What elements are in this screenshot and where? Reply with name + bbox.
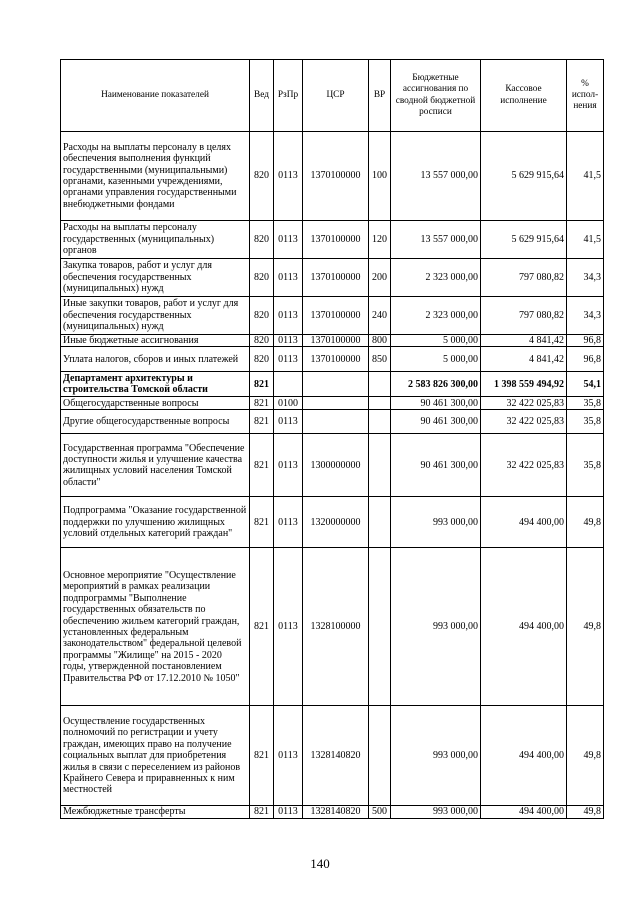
table-row bbox=[61, 434, 604, 497]
row-vr bbox=[369, 434, 391, 497]
row-rzpr: 0113 bbox=[274, 347, 303, 372]
row-assigned: 993 000,00 bbox=[391, 806, 481, 818]
header-vr: ВР bbox=[369, 60, 391, 132]
row-rzpr: 0113 bbox=[274, 132, 303, 221]
row-rzpr: 0113 bbox=[274, 297, 303, 335]
row-cash: 494 400,00 bbox=[481, 497, 567, 548]
row-vr bbox=[369, 372, 391, 397]
header-csr: ЦСР bbox=[303, 60, 369, 132]
row-assigned: 2 583 826 300,00 bbox=[391, 372, 481, 397]
row-assigned: 993 000,00 bbox=[391, 548, 481, 706]
row-vr: 240 bbox=[369, 297, 391, 335]
row-percent: 35,8 bbox=[567, 397, 604, 410]
row-cash: 32 422 025,83 bbox=[481, 434, 567, 497]
row-name: Другие общегосударственные вопросы bbox=[61, 410, 250, 434]
table-header-row bbox=[61, 60, 604, 132]
row-cash: 4 841,42 bbox=[481, 335, 567, 347]
table-row bbox=[61, 259, 604, 297]
row-vr: 120 bbox=[369, 221, 391, 259]
row-cash: 5 629 915,64 bbox=[481, 221, 567, 259]
row-vr bbox=[369, 548, 391, 706]
row-cash: 797 080,82 bbox=[481, 259, 567, 297]
row-percent: 49,8 bbox=[567, 806, 604, 818]
row-csr: 1328140820 bbox=[303, 806, 369, 818]
table-row bbox=[61, 397, 604, 410]
row-csr: 1370100000 bbox=[303, 259, 369, 297]
row-cash: 494 400,00 bbox=[481, 806, 567, 818]
row-assigned: 90 461 300,00 bbox=[391, 397, 481, 410]
row-csr: 1328100000 bbox=[303, 548, 369, 706]
row-percent: 41,5 bbox=[567, 132, 604, 221]
table-row bbox=[61, 706, 604, 806]
row-csr bbox=[303, 410, 369, 434]
row-ved: 820 bbox=[250, 221, 274, 259]
row-rzpr: 0113 bbox=[274, 548, 303, 706]
row-cash: 1 398 559 494,92 bbox=[481, 372, 567, 397]
row-vr bbox=[369, 706, 391, 806]
row-assigned: 2 323 000,00 bbox=[391, 297, 481, 335]
table-row bbox=[61, 132, 604, 221]
row-percent: 35,8 bbox=[567, 434, 604, 497]
row-cash: 494 400,00 bbox=[481, 706, 567, 806]
row-assigned: 13 557 000,00 bbox=[391, 221, 481, 259]
header-cash: Кассовое исполнение bbox=[481, 60, 567, 132]
row-csr bbox=[303, 372, 369, 397]
row-assigned: 2 323 000,00 bbox=[391, 259, 481, 297]
row-rzpr: 0113 bbox=[274, 335, 303, 347]
row-ved: 821 bbox=[250, 497, 274, 548]
row-vr: 500 bbox=[369, 806, 391, 818]
row-percent: 49,8 bbox=[567, 706, 604, 806]
row-csr: 1370100000 bbox=[303, 221, 369, 259]
header-name: Наименование показателей bbox=[61, 60, 250, 132]
row-cash: 32 422 025,83 bbox=[481, 397, 567, 410]
row-assigned: 993 000,00 bbox=[391, 706, 481, 806]
row-rzpr bbox=[274, 372, 303, 397]
row-percent: 96,8 bbox=[567, 347, 604, 372]
row-rzpr: 0113 bbox=[274, 806, 303, 818]
table-row bbox=[61, 335, 604, 347]
row-assigned: 5 000,00 bbox=[391, 347, 481, 372]
row-ved: 820 bbox=[250, 335, 274, 347]
row-vr: 800 bbox=[369, 335, 391, 347]
header-percent: % испол-нения bbox=[567, 60, 604, 132]
row-csr: 1370100000 bbox=[303, 335, 369, 347]
row-name: Иные бюджетные ассигнования bbox=[61, 335, 250, 347]
row-percent: 41,5 bbox=[567, 221, 604, 259]
row-csr: 1370100000 bbox=[303, 132, 369, 221]
row-rzpr: 0113 bbox=[274, 497, 303, 548]
row-cash: 494 400,00 bbox=[481, 548, 567, 706]
table-row bbox=[61, 372, 604, 397]
row-name: Основное мероприятие "Осуществление мероприятий в рамках реализации подпрограммы "Выполнение государственных обязательств по обеспечению жильем категорий граждан, установленных федеральным законодательством" федеральной целевой программы "Жилище" на 2015 - 2020 годы, утвержденной постановлением Правительства РФ от 17.12.2010 № 1050" bbox=[61, 548, 250, 706]
page-number: 140 bbox=[310, 856, 330, 871]
row-vr: 100 bbox=[369, 132, 391, 221]
row-csr: 1300000000 bbox=[303, 434, 369, 497]
row-name: Расходы на выплаты персоналу в целях обеспечения выполнения функций государственными (муниципальными) органами, казенными учреждениями, органами управления государственными внебюджетными фондами bbox=[61, 132, 250, 221]
row-percent: 49,8 bbox=[567, 497, 604, 548]
row-name: Подпрограмма "Оказание государственной поддержки по улучшению жилищных условий отдельных категорий граждан" bbox=[61, 497, 250, 548]
row-assigned: 5 000,00 bbox=[391, 335, 481, 347]
row-name: Государственная программа "Обеспечение доступности жилья и улучшение качества жилищных условий населения Томской области" bbox=[61, 434, 250, 497]
row-ved: 820 bbox=[250, 259, 274, 297]
row-ved: 820 bbox=[250, 297, 274, 335]
row-cash: 32 422 025,83 bbox=[481, 410, 567, 434]
row-name: Расходы на выплаты персоналу государственных (муниципальных) органов bbox=[61, 221, 250, 259]
row-csr bbox=[303, 397, 369, 410]
row-ved: 821 bbox=[250, 410, 274, 434]
row-name: Департамент архитектуры и строительства Томской области bbox=[61, 372, 250, 397]
row-percent: 34,3 bbox=[567, 259, 604, 297]
row-name: Уплата налогов, сборов и иных платежей bbox=[61, 347, 250, 372]
row-assigned: 90 461 300,00 bbox=[391, 410, 481, 434]
table-row bbox=[61, 297, 604, 335]
header-rzpr: РзПр bbox=[274, 60, 303, 132]
row-rzpr: 0113 bbox=[274, 259, 303, 297]
row-rzpr: 0113 bbox=[274, 221, 303, 259]
row-ved: 821 bbox=[250, 706, 274, 806]
row-csr: 1370100000 bbox=[303, 297, 369, 335]
row-assigned: 90 461 300,00 bbox=[391, 434, 481, 497]
row-ved: 821 bbox=[250, 806, 274, 818]
header-assigned: Бюджетные ассигнования по сводной бюджетной росписи bbox=[391, 60, 481, 132]
row-percent: 35,8 bbox=[567, 410, 604, 434]
row-cash: 5 629 915,64 bbox=[481, 132, 567, 221]
row-ved: 821 bbox=[250, 548, 274, 706]
row-rzpr: 0100 bbox=[274, 397, 303, 410]
row-assigned: 13 557 000,00 bbox=[391, 132, 481, 221]
budget-execution-table bbox=[60, 59, 604, 819]
table-row bbox=[61, 221, 604, 259]
table-row bbox=[61, 410, 604, 434]
row-rzpr: 0113 bbox=[274, 434, 303, 497]
row-percent: 54,1 bbox=[567, 372, 604, 397]
row-name: Осуществление государственных полномочий по регистрации и учету граждан, имеющих право на получение социальных выплат для приобретения жилья в связи с переселением из районов Крайнего Севера и приравненных к ним местностей bbox=[61, 706, 250, 806]
row-name: Иные закупки товаров, работ и услуг для обеспечения государственных (муниципальных) нужд bbox=[61, 297, 250, 335]
row-vr: 200 bbox=[369, 259, 391, 297]
row-csr: 1370100000 bbox=[303, 347, 369, 372]
row-ved: 821 bbox=[250, 397, 274, 410]
row-csr: 1328140820 bbox=[303, 706, 369, 806]
row-cash: 4 841,42 bbox=[481, 347, 567, 372]
row-percent: 49,8 bbox=[567, 548, 604, 706]
row-vr bbox=[369, 497, 391, 548]
row-name: Общегосударственные вопросы bbox=[61, 397, 250, 410]
row-cash: 797 080,82 bbox=[481, 297, 567, 335]
row-rzpr: 0113 bbox=[274, 706, 303, 806]
row-name: Закупка товаров, работ и услуг для обеспечения государственных (муниципальных) нужд bbox=[61, 259, 250, 297]
row-percent: 96,8 bbox=[567, 335, 604, 347]
table-row bbox=[61, 497, 604, 548]
table-row bbox=[61, 806, 604, 818]
row-vr bbox=[369, 397, 391, 410]
row-ved: 820 bbox=[250, 132, 274, 221]
row-csr: 1320000000 bbox=[303, 497, 369, 548]
table-row bbox=[61, 347, 604, 372]
row-vr bbox=[369, 410, 391, 434]
row-assigned: 993 000,00 bbox=[391, 497, 481, 548]
row-ved: 820 bbox=[250, 347, 274, 372]
row-percent: 34,3 bbox=[567, 297, 604, 335]
row-vr: 850 bbox=[369, 347, 391, 372]
header-ved: Вед bbox=[250, 60, 274, 132]
row-name: Межбюджетные трансферты bbox=[61, 806, 250, 818]
row-ved: 821 bbox=[250, 434, 274, 497]
table-row bbox=[61, 548, 604, 706]
row-ved: 821 bbox=[250, 372, 274, 397]
row-rzpr: 0113 bbox=[274, 410, 303, 434]
